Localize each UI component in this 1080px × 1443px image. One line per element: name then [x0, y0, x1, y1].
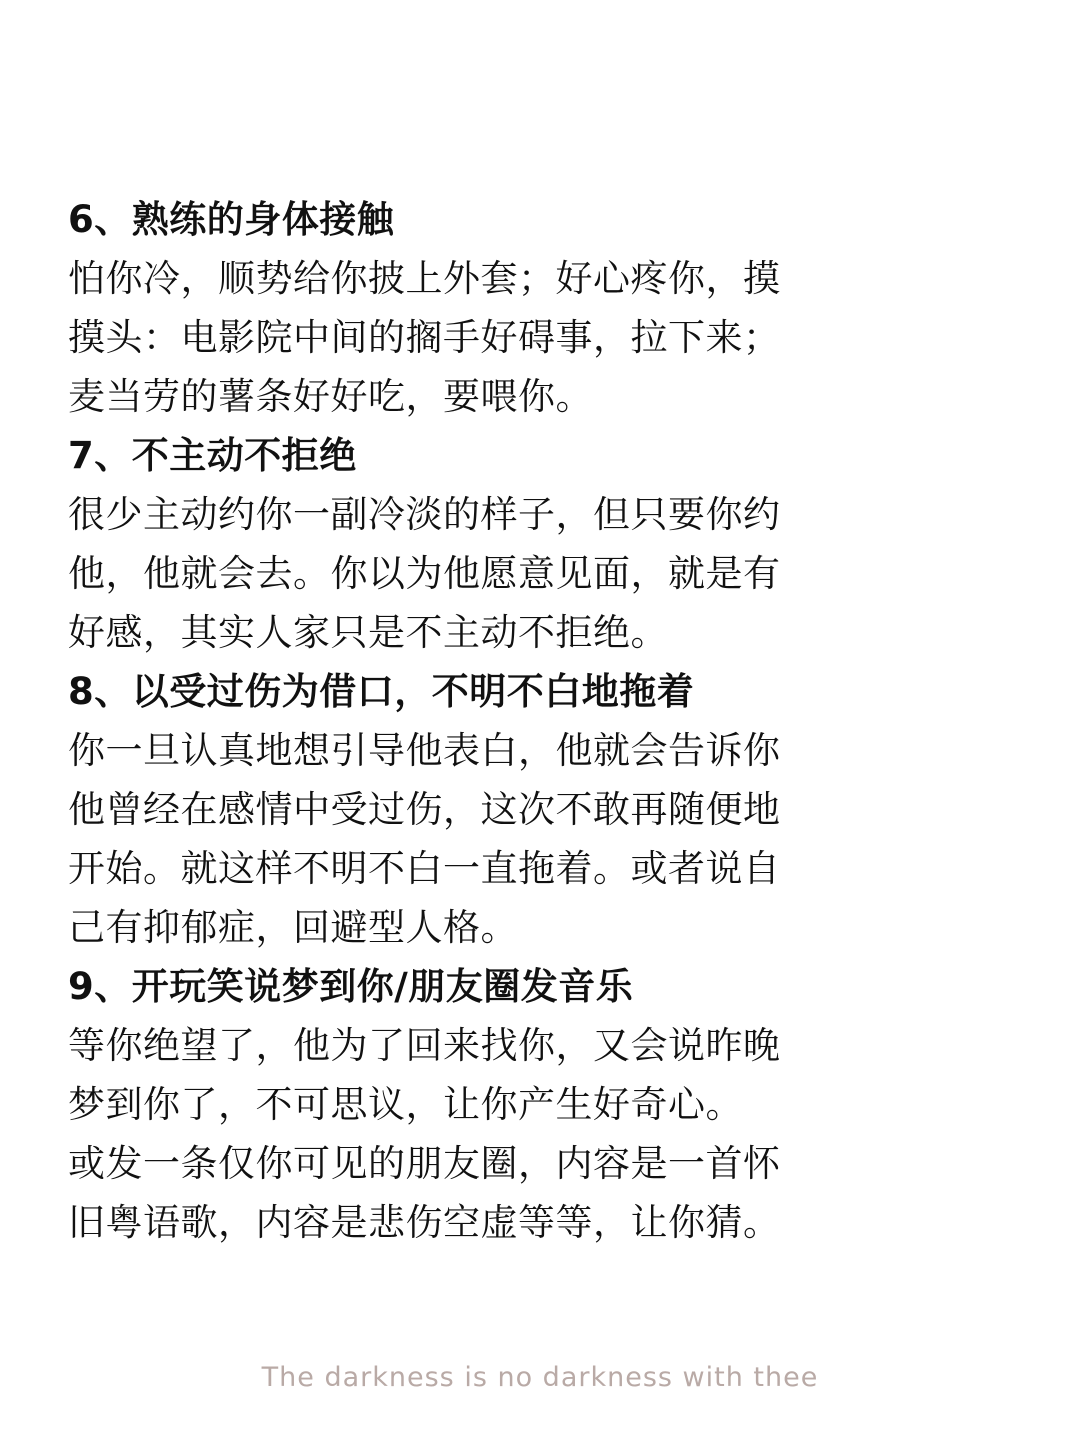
- body-line: 很少主动约你一副冷淡的样子，但只要你约: [68, 493, 781, 536]
- body-line: 他，他就会去。你以为他愿意见面，就是有: [68, 552, 781, 595]
- body-line: 你一旦认真地想引导他表白，他就会告诉你: [68, 729, 781, 772]
- body-line: 梦到你了，不可思议，让你产生好奇心。: [68, 1083, 743, 1126]
- body-line: 开始。就这样不明不白一直拖着。或者说自: [68, 847, 781, 890]
- body-line: 旧粤语歌，内容是悲伤空虚等等，让你猜。: [68, 1201, 781, 1244]
- body-line: 等你绝望了，他为了回来找你，又会说昨晚: [68, 1024, 781, 1067]
- article-body: [68, 190, 868, 1252]
- section-heading: 7、不主动不拒绝: [68, 434, 357, 477]
- section-7: [68, 426, 868, 662]
- section-heading: 9、开玩笑说梦到你/朋友圈发音乐: [68, 965, 634, 1008]
- section-8: [68, 662, 868, 957]
- section-heading: 6、熟练的身体接触: [68, 198, 395, 241]
- body-line: 好感，其实人家只是不主动不拒绝。: [68, 611, 668, 654]
- section-6: [68, 190, 868, 426]
- body-line: 摸头：电影院中间的搁手好碍事，拉下来；: [68, 316, 781, 359]
- body-line: 己有抑郁症，回避型人格。: [68, 906, 518, 949]
- section-9: [68, 957, 868, 1252]
- section-heading: 8、以受过伤为借口，不明不白地拖着: [68, 670, 695, 713]
- body-line: 或发一条仅你可见的朋友圈，内容是一首怀: [68, 1142, 781, 1185]
- body-line: 怕你冷，顺势给你披上外套；好心疼你，摸: [68, 257, 781, 300]
- footer-quote: The darkness is no darkness with thee: [261, 1362, 819, 1393]
- body-line: 麦当劳的薯条好好吃，要喂你。: [68, 375, 593, 418]
- body-line: 他曾经在感情中受过伤，这次不敢再随便地: [68, 788, 781, 831]
